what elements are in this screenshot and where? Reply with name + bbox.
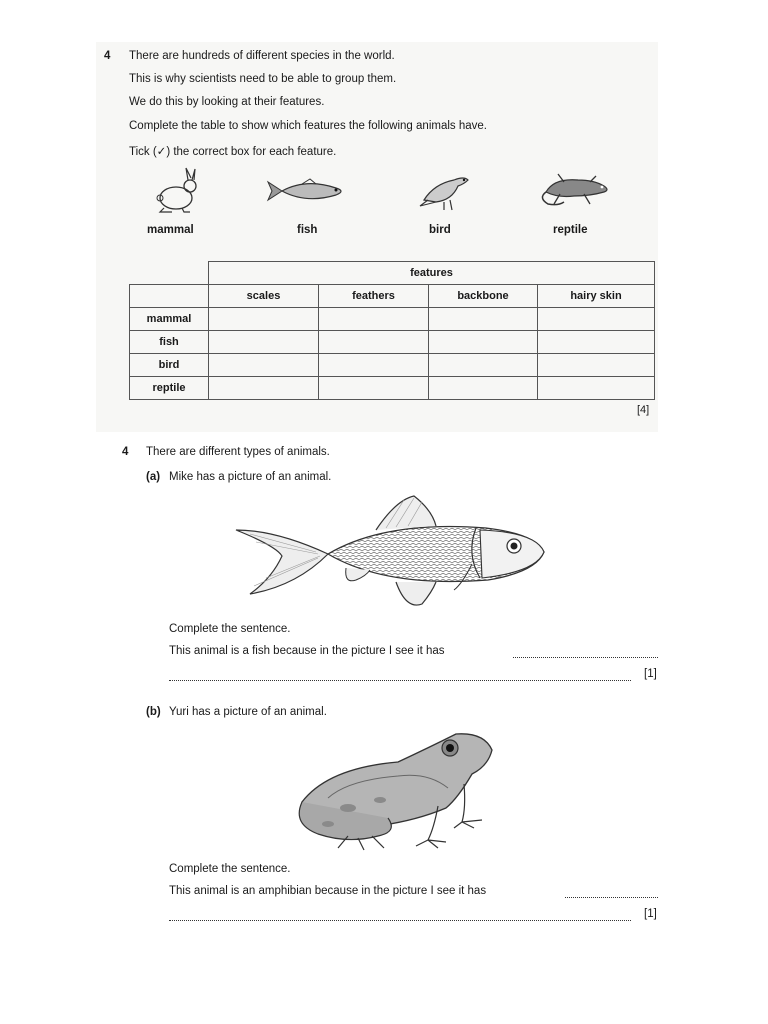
goldfish-illustration <box>236 494 548 612</box>
part-b-label: (b) <box>146 706 161 718</box>
tick-box[interactable] <box>209 331 319 354</box>
table-row <box>130 331 655 354</box>
tick-box[interactable] <box>429 331 538 354</box>
part-a-label: (a) <box>146 471 161 483</box>
answer-line[interactable] <box>565 897 658 898</box>
row-header-reptile: reptile <box>130 377 209 400</box>
fish-illustration <box>266 178 348 204</box>
tick-box[interactable] <box>538 308 655 331</box>
part-a-text: Mike has a picture of an animal. <box>169 471 332 483</box>
table-corner-cell <box>130 285 209 308</box>
part-b-instruction: Complete the sentence. <box>169 863 291 875</box>
column-header-hairy-skin: hairy skin <box>538 285 655 308</box>
question-line-5: Tick (✓) the correct box for each feature. <box>129 146 337 158</box>
tick-box[interactable] <box>429 377 538 400</box>
part-b-text: Yuri has a picture of an animal. <box>169 706 327 718</box>
column-header-backbone: backbone <box>429 285 538 308</box>
tick-box[interactable] <box>319 331 429 354</box>
question-intro: There are different types of animals. <box>146 446 330 458</box>
row-header-bird: bird <box>130 354 209 377</box>
part-b-sentence: This animal is an amphibian because in the picture I see it has <box>169 885 487 897</box>
column-header-feathers: feathers <box>319 285 429 308</box>
answer-line[interactable] <box>169 920 631 921</box>
table-row <box>130 377 655 400</box>
tick-box[interactable] <box>319 354 429 377</box>
answer-line[interactable] <box>513 657 658 658</box>
animal-label-bird: bird <box>429 224 451 236</box>
marks-label: [1] <box>644 668 657 680</box>
row-header-fish: fish <box>130 331 209 354</box>
animal-label-mammal: mammal <box>147 224 194 236</box>
animal-label-fish: fish <box>297 224 318 236</box>
tick-box[interactable] <box>429 354 538 377</box>
answer-line[interactable] <box>169 680 631 681</box>
row-header-mammal: mammal <box>130 308 209 331</box>
features-table <box>129 261 655 400</box>
table-row <box>130 308 655 331</box>
marks-label: [4] <box>637 404 650 416</box>
tick-box[interactable] <box>209 308 319 331</box>
question-number: 4 <box>122 446 129 458</box>
question-number: 4 <box>104 50 111 62</box>
question-line-4: Complete the table to show which features the following animals have. <box>129 120 487 132</box>
marks-label: [1] <box>644 908 657 920</box>
tick-box[interactable] <box>429 308 538 331</box>
tick-box[interactable] <box>319 308 429 331</box>
frog-illustration <box>288 728 498 854</box>
question-line-2: This is why scientists need to be able to group them. <box>129 73 397 85</box>
part-a-sentence: This animal is a fish because in the picture I see it has <box>169 645 445 657</box>
features-group-header: features <box>209 262 655 285</box>
part-a-instruction: Complete the sentence. <box>169 623 291 635</box>
tick-box[interactable] <box>209 354 319 377</box>
reptile-illustration <box>534 172 616 208</box>
animal-label-reptile: reptile <box>553 224 588 236</box>
column-header-scales: scales <box>209 285 319 308</box>
tick-box[interactable] <box>209 377 319 400</box>
rabbit-illustration <box>150 168 210 216</box>
tick-box[interactable] <box>538 331 655 354</box>
table-row <box>130 354 655 377</box>
tick-box[interactable] <box>538 354 655 377</box>
bird-illustration <box>414 170 474 212</box>
tick-box[interactable] <box>538 377 655 400</box>
tick-box[interactable] <box>319 377 429 400</box>
question-line-1: There are hundreds of different species in the world. <box>129 50 395 62</box>
question-line-3: We do this by looking at their features. <box>129 96 325 108</box>
